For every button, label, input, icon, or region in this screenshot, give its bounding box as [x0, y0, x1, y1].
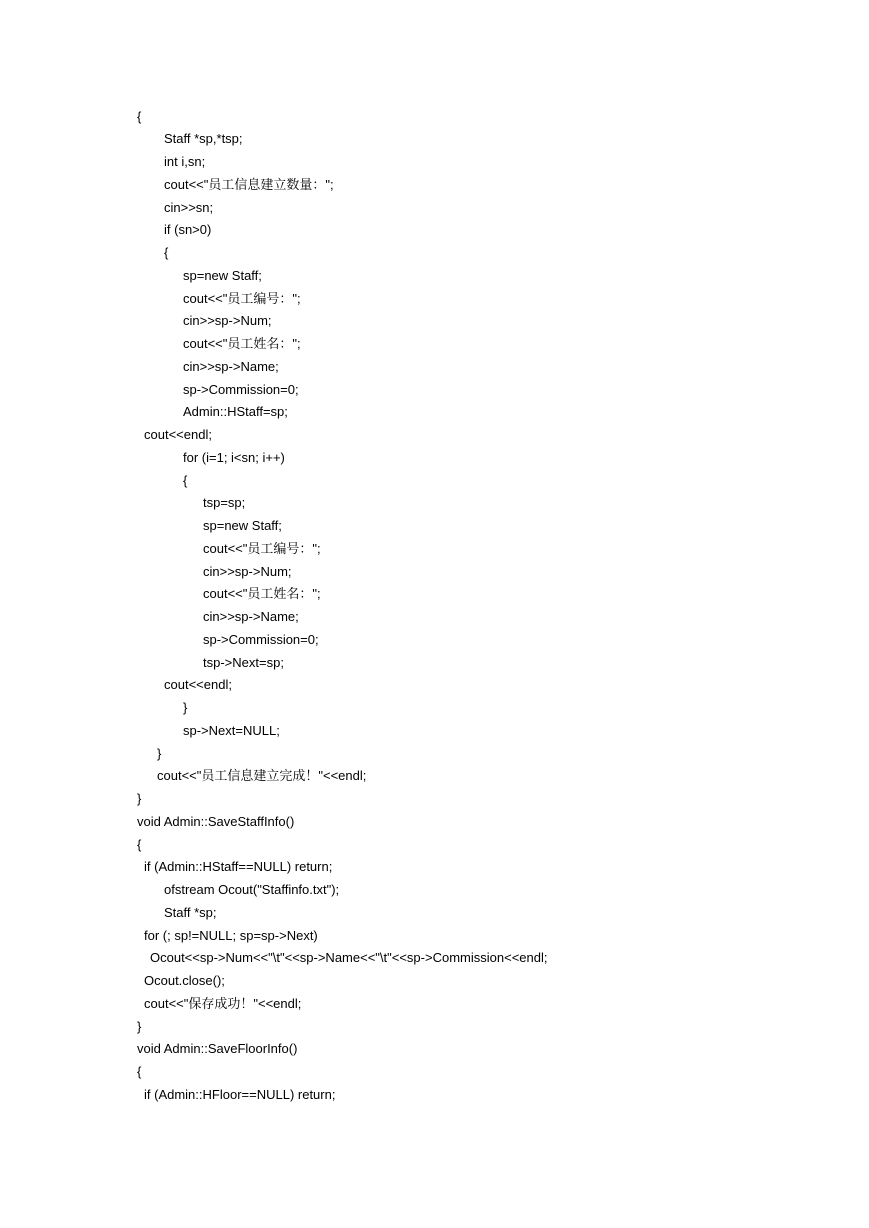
code-line: cin>>sp->Name; — [203, 609, 299, 624]
code-line: cout<<"员工信息建立完成！"<<endl; — [157, 768, 367, 783]
code-line: cout<<endl; — [164, 677, 232, 692]
code-line: int i,sn; — [164, 154, 206, 169]
code-line: cin>>sn; — [164, 200, 214, 215]
code-line: { — [183, 473, 188, 488]
code-line: sp->Commission=0; — [183, 382, 299, 397]
code-line: cout<<"员工编号："; — [183, 291, 301, 306]
code-line: cout<<"员工姓名："; — [183, 336, 301, 351]
code-line: } — [137, 1019, 142, 1034]
code-line: sp=new Staff; — [183, 268, 262, 283]
code-line: cin>>sp->Num; — [183, 313, 272, 328]
code-line: } — [137, 791, 142, 806]
code-line: Ocout.close(); — [144, 973, 225, 988]
code-line: { — [137, 837, 142, 852]
code-line: if (sn>0) — [164, 222, 212, 237]
code-line: cout<<"员工信息建立数量："; — [164, 177, 334, 192]
code-line: if (Admin::HStaff==NULL) return; — [144, 859, 333, 874]
code-line: } — [157, 746, 162, 761]
code-line: cout<<"员工编号："; — [203, 541, 321, 556]
code-line: void Admin::SaveStaffInfo() — [137, 814, 295, 829]
code-line: sp->Commission=0; — [203, 632, 319, 647]
code-line: { — [137, 1064, 142, 1079]
code-line: tsp->Next=sp; — [203, 655, 284, 670]
code-line: { — [137, 109, 142, 124]
code-line: sp=new Staff; — [203, 518, 282, 533]
code-line: Ocout<<sp->Num<<"\t"<<sp->Name<<"\t"<<sp->Commission<<endl; — [150, 950, 548, 965]
code-line: ofstream Ocout("Staffinfo.txt"); — [164, 882, 340, 897]
code-line: cout<<"员工姓名："; — [203, 586, 321, 601]
code-line: Staff *sp,*tsp; — [164, 131, 243, 146]
code-line: { — [164, 245, 169, 260]
code-line: cout<<"保存成功！"<<endl; — [144, 996, 302, 1011]
code-line: Staff *sp; — [164, 905, 217, 920]
code-line: for (i=1; i<sn; i++) — [183, 450, 285, 465]
code-line: } — [183, 700, 188, 715]
code-line: for (; sp!=NULL; sp=sp->Next) — [144, 928, 318, 943]
code-line: cout<<endl; — [144, 427, 212, 442]
code-line: sp->Next=NULL; — [183, 723, 280, 738]
code-line: Admin::HStaff=sp; — [183, 404, 288, 419]
code-line: if (Admin::HFloor==NULL) return; — [144, 1087, 336, 1102]
code-line: tsp=sp; — [203, 495, 246, 510]
code-line: cin>>sp->Name; — [183, 359, 279, 374]
code-line: void Admin::SaveFloorInfo() — [137, 1041, 298, 1056]
code-line: cin>>sp->Num; — [203, 564, 292, 579]
